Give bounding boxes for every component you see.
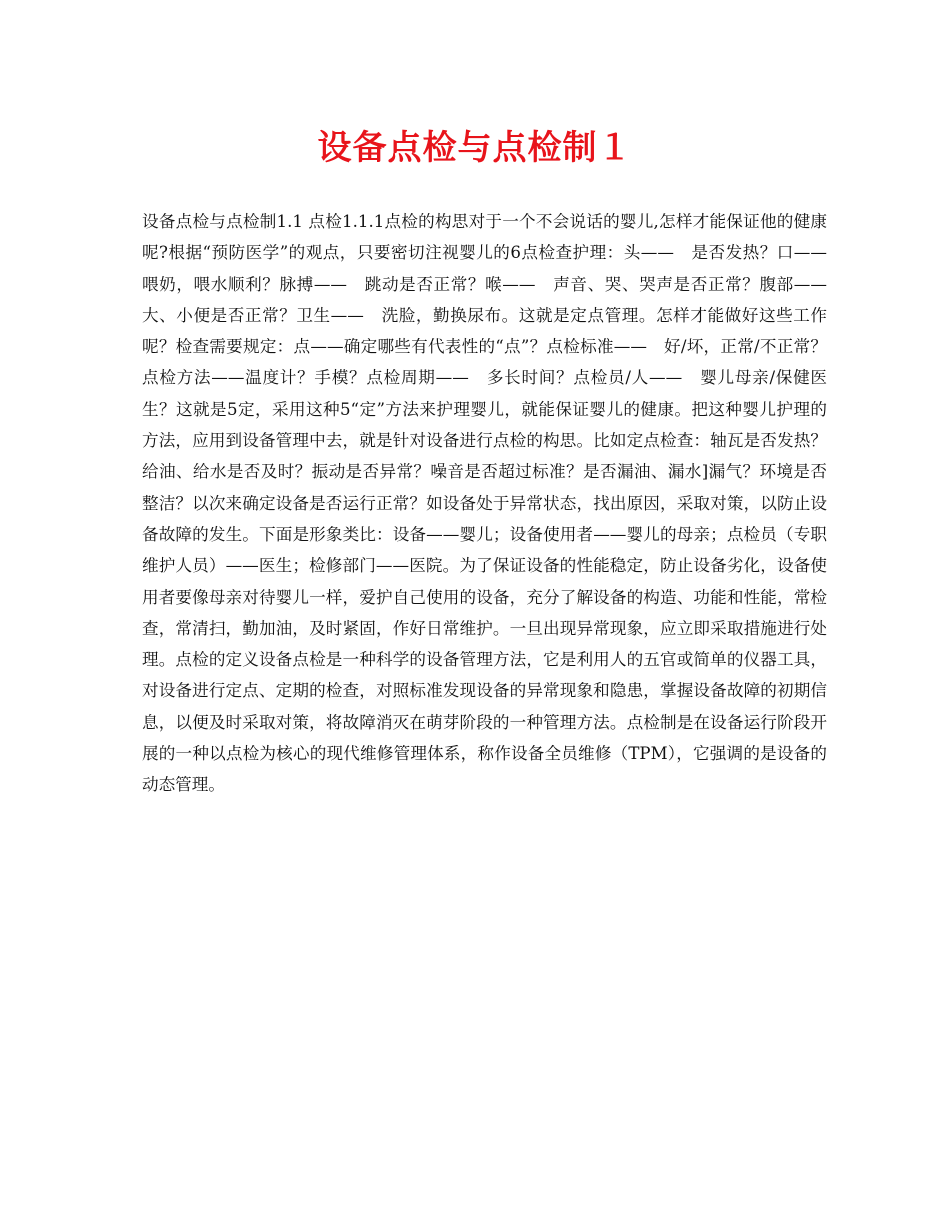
- document-title: 设备点检与点检制１: [317, 128, 633, 168]
- document-body-paragraph: 设备点检与点检制1.1 点检1.1.1点检的构思对于一个不会说话的婴儿,怎样才能保证他的健康呢?根据“预防医学”的观点，只要密切注视婴儿的6点检查护理：头—— 是否发热？口—— 喂奶，喂水顺利？脉搏—— 跳动是否正常？喉—— 声音、哭、哭声是否正常？腹部—— 大、小便是否正常？卫生—— 洗脸，勤换尿布。这就是定点管理。怎样才能做好这些工作呢？检查需要规定：点——确定哪些有代表性的“点”？点检标准—— 好/坏，正常/不正常？点检方法——温度计？手模？点检周期—— 多长时间？点检员/人—— 婴儿母亲/保健医生？这就是5定，采用这种5“定”方法来护理婴儿，就能保证婴儿的健康。把这种婴儿护理的方法，应用到设备管理中去，就是针对设备进行点检的构思。比如定点检查：轴瓦是否发热？给油、给水是否及时？振动是否异常？噪音是否超过标准？是否漏油、漏水]漏气？环境是否整洁？以次来确定设备是否运行正常？如设备处于异常状态，找出原因，采取对策，以防止设备故障的发生。下面是形象类比：设备——婴儿；设备使用者——婴儿的母亲；点检员（专职维护人员）——医生；检修部门——医院。为了保证设备的性能稳定，防止设备劣化，设备使用者要像母亲对待婴儿一样，爱护自己使用的设备，充分了解设备的构造、功能和性能，常检查，常清扫，勤加油，及时紧固，作好日常维护。一旦出现异常现象，应立即采取措施进行处理。点检的定义设备点检是一种科学的设备管理方法，它是利用人的五官或简单的仪器工具，对设备进行定点、定期的检查，对照标准发现设备的异常现象和隐患，掌握设备故障的初期信息，以便及时采取对策，将故障消灭在萌芽阶段的一种管理方法。点检制是在设备运行阶段开展的一种以点检为核心的现代维修管理体系，称作设备全员维修（TPM），它强调的是设备的动态管理。: [142, 212, 844, 795]
